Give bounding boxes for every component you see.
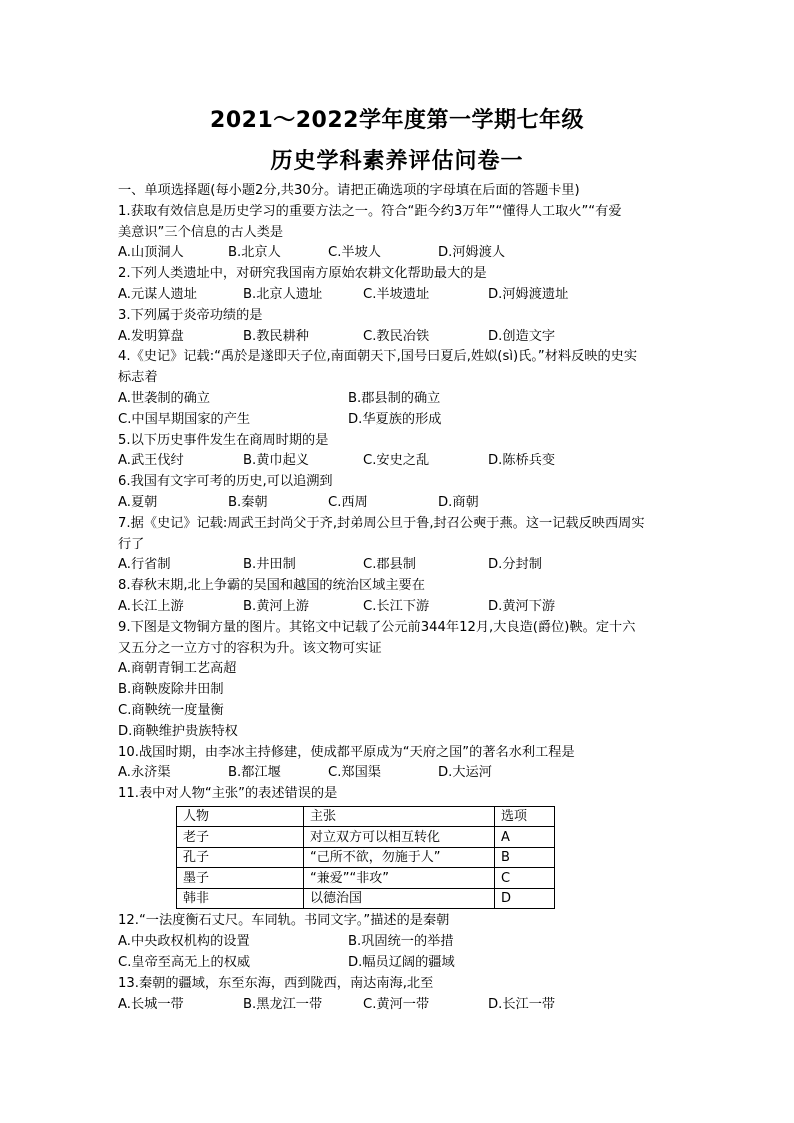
option-c: C.皇帝至高无上的权威 <box>118 955 251 970</box>
table-cell: D <box>495 888 555 909</box>
table-header-cell: 选项 <box>495 806 555 827</box>
exam-title-year: 2021～2022学年度第一学期七年级 <box>210 108 584 133</box>
question-11 <box>118 784 678 909</box>
options-row <box>118 932 678 953</box>
option-c: C.半坡人 <box>328 245 381 261</box>
question-text: 2.下列人类遗址中，对研究我国南方原始农耕文化帮助最大的是 <box>118 266 487 282</box>
option-d: D.河姆渡遗址 <box>488 286 569 302</box>
table-row <box>177 888 555 909</box>
question-10 <box>118 743 678 785</box>
options-row <box>118 243 678 264</box>
table-cell: B <box>495 847 555 868</box>
option-c: C.安史之乱 <box>363 453 430 469</box>
option-b: B.黄河上游 <box>243 598 309 614</box>
option-a: A.商朝青铜工艺高超 <box>118 661 237 677</box>
option-c: C.郡县制 <box>363 557 416 573</box>
question-13 <box>118 974 678 1016</box>
question-text: 美意识”三个信息的古人类是 <box>118 224 284 240</box>
table-row <box>177 827 555 848</box>
options-row <box>118 327 678 348</box>
option-b: B.井田制 <box>243 557 296 573</box>
option-a: A.永济渠 <box>118 765 171 781</box>
table-row <box>177 847 555 868</box>
question-text: 8.春秋末期,北上争霸的吴国和越国的统治区域主要在 <box>118 578 425 594</box>
question-5 <box>118 431 678 473</box>
option-b: B.黑龙江一带 <box>243 996 323 1012</box>
table-row <box>177 868 555 889</box>
table-cell: 以德治国 <box>304 888 495 909</box>
option-c: C.教民冶铁 <box>363 328 430 344</box>
options-row <box>118 389 678 410</box>
options-row <box>118 597 678 618</box>
question-text: 3.下列属于炎帝功绩的是 <box>118 307 263 323</box>
option-a: A.山顶洞人 <box>118 245 184 261</box>
option-a: A.长城一带 <box>118 996 184 1012</box>
question-7 <box>118 514 678 576</box>
table-cell: 孔子 <box>177 847 304 868</box>
option-d: D.商朝 <box>438 494 479 510</box>
option-c: C.中国早期国家的产生 <box>118 411 251 427</box>
question-1 <box>118 202 678 264</box>
option-a: A.长江上游 <box>118 598 184 614</box>
question-text: 4.《史记》记载:“禹於是遂即天子位,南面朝天下,国号曰夏后,姓姒(sì)氏。”材料反映的史实 <box>118 349 638 365</box>
option-b: B.巩固统一的举措 <box>348 934 454 950</box>
question-9 <box>118 618 678 743</box>
option-d: D.商鞅维护贵族特权 <box>118 723 238 739</box>
option-d: D.长江一带 <box>488 996 556 1012</box>
option-d: D.幅员辽阔的疆域 <box>348 955 455 970</box>
option-b: B.秦朝 <box>228 494 268 510</box>
option-d: D.陈桥兵变 <box>488 453 556 469</box>
option-d: D.河姆渡人 <box>438 245 506 261</box>
option-b: B.郡县制的确立 <box>348 390 441 406</box>
option-c: C.半坡遗址 <box>363 286 430 302</box>
question-12 <box>118 911 678 973</box>
option-a: A.世袭制的确立 <box>118 390 211 406</box>
question-text: 5.以下历史事件发生在商周时期的是 <box>118 432 329 448</box>
table-cell: A <box>495 827 555 848</box>
question-3 <box>118 306 678 348</box>
opinions-table <box>176 806 555 910</box>
option-d: D.华夏族的形成 <box>348 411 442 427</box>
table-header-cell: 主张 <box>304 806 495 827</box>
options-row <box>118 763 678 784</box>
options-row <box>118 995 678 1016</box>
table-cell: “己所不欲，勿施于人” <box>304 847 495 868</box>
table-cell: 对立双方可以相互转化 <box>304 827 495 848</box>
option-b: B.北京人遗址 <box>243 286 323 302</box>
table-cell: “兼爱”“非攻” <box>304 868 495 889</box>
table-cell: 韩非 <box>177 888 304 909</box>
option-b: B.北京人 <box>228 245 281 261</box>
exam-body <box>118 181 678 1015</box>
question-4 <box>118 347 678 430</box>
options-row <box>118 285 678 306</box>
option-d: D.大运河 <box>438 765 492 781</box>
option-b: B.商鞅废除井田制 <box>118 682 224 698</box>
option-c: C.商鞅统一度量衡 <box>118 702 224 718</box>
options-row <box>118 493 678 514</box>
question-text: 12.“一法度衡石丈尺。车同轨。书同文字。”描述的是秦朝 <box>118 913 450 929</box>
question-text: 7.据《史记》记载:周武王封尚父于齐,封弟周公旦于鲁,封召公奭于燕。这一记载反映西周实 <box>118 515 645 531</box>
exam-title-subject: 历史学科素养评估问卷一 <box>270 149 524 174</box>
option-b: B.教民耕种 <box>243 328 309 344</box>
option-c: C.黄河一带 <box>363 996 430 1012</box>
option-c: C.长江下游 <box>363 598 430 614</box>
option-a: A.夏朝 <box>118 494 158 510</box>
option-a: A.武王伐纣 <box>118 453 184 469</box>
option-c: C.西周 <box>328 494 368 510</box>
option-a: A.发明算盘 <box>118 328 184 344</box>
question-text: 10.战国时期，由李冰主持修建，使成都平原成为“天府之国”的著名水利工程是 <box>118 744 575 760</box>
option-d: D.黄河下游 <box>488 598 556 614</box>
question-text: 6.我国有文字可考的历史,可以追溯到 <box>118 474 333 490</box>
options-row <box>118 410 678 431</box>
options-row <box>118 555 678 576</box>
table-header-cell: 人物 <box>177 806 304 827</box>
question-text: 13.秦朝的疆域，东至东海，西到陇西，南达南海,北至 <box>118 975 434 991</box>
options-row <box>118 953 678 974</box>
question-2 <box>118 264 678 306</box>
option-b: B.都江堰 <box>228 765 281 781</box>
question-text: 11.表中对人物“主张”的表述错误的是 <box>118 786 338 802</box>
section-heading: 一、单项选择题(每小题2分,共30分。请把正确选项的字母填在后面的答题卡里) <box>118 183 580 198</box>
option-c: C.郑国渠 <box>328 765 381 781</box>
question-6 <box>118 472 678 514</box>
table-cell: 墨子 <box>177 868 304 889</box>
table-header-row <box>177 806 555 827</box>
option-a: A.行省制 <box>118 557 171 573</box>
question-text: 9.下图是文物铜方量的图片。其铭文中记载了公元前344年12月,大良造(爵位)鞅。定十六 <box>118 619 636 635</box>
option-a: A.中央政权机构的设置 <box>118 934 250 950</box>
question-text: 行了 <box>118 536 145 552</box>
option-a: A.元谋人遗址 <box>118 286 197 302</box>
question-text: 又五分之一立方寸的容积为升。该文物可实证 <box>118 640 382 656</box>
table-cell: 老子 <box>177 827 304 848</box>
question-text: 标志着 <box>118 370 158 386</box>
options-row <box>118 451 678 472</box>
question-text: 1.获取有效信息是历史学习的重要方法之一。符合“距今约3万年”“懂得人工取火”“有爱 <box>118 203 622 219</box>
table-cell: C <box>495 868 555 889</box>
option-d: D.分封制 <box>488 557 542 573</box>
question-8 <box>118 576 678 618</box>
option-d: D.创造文字 <box>488 328 556 344</box>
option-b: B.黄巾起义 <box>243 453 309 469</box>
